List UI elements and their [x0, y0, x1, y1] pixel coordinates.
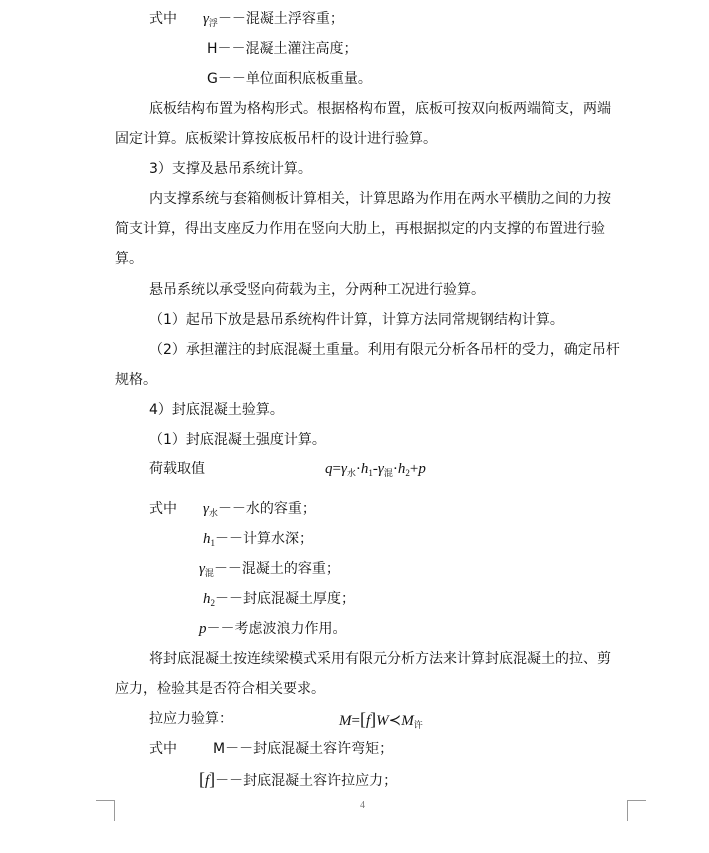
margin-corner-mark-left	[96, 800, 115, 821]
list-item-continuation: 规格。	[115, 372, 157, 388]
load-formula	[325, 459, 426, 483]
formula-subscript: 2	[405, 468, 410, 478]
page-number: 4	[360, 800, 365, 811]
formula-symbol: q	[325, 461, 333, 477]
formula-symbol: M	[401, 713, 414, 729]
formula-bracket: [	[359, 709, 366, 729]
formula-subscript: 许	[413, 720, 423, 730]
list-item: （2）承担灌注的封底混凝土重量。利用有限元分析各吊杆的受力，确定吊杆	[149, 342, 620, 358]
subscript: 2	[210, 598, 215, 608]
formula-operator: -	[372, 461, 378, 477]
symbol: p	[199, 621, 207, 637]
formula-symbol: h	[360, 461, 369, 477]
section-heading: 3）支撑及悬吊系统计算。	[149, 161, 312, 177]
definition-gamma-float	[203, 9, 344, 33]
subscript: 水	[208, 508, 218, 518]
definition-M	[213, 739, 393, 759]
definition-H	[207, 39, 358, 59]
paragraph-line: 内支撑系统与套箱侧板计算相关，计算思路为作用在两水平横肋之间的力按	[149, 191, 611, 207]
section-heading: 4）封底混凝土验算。	[149, 402, 284, 418]
symbol: h	[203, 531, 211, 547]
definition-text: －－计算水深；	[215, 531, 313, 547]
definition-text: －－水的容重；	[217, 501, 316, 517]
symbol: γ	[199, 561, 205, 577]
tension-formula	[339, 709, 423, 735]
formula-symbol: f	[365, 713, 371, 729]
definition-text: －－封底混凝土容许拉应力；	[215, 773, 398, 789]
definition-gamma-water	[203, 499, 316, 523]
symbol: γ	[203, 11, 209, 27]
formula-subscript: 1	[368, 468, 373, 478]
symbol: G	[207, 71, 218, 87]
paragraph-line: 固定计算。底板梁计算按底板吊杆的设计进行验算。	[115, 131, 437, 147]
where-label: 式中	[149, 741, 177, 757]
definition-G	[207, 69, 372, 89]
definition-text: －－混凝土的容重；	[213, 561, 340, 577]
margin-corner-mark-right	[627, 800, 646, 821]
formula-bracket: ]	[370, 709, 377, 729]
subscript: 1	[210, 538, 215, 548]
definition-p	[199, 619, 347, 639]
load-label: 荷载取值	[149, 461, 205, 477]
formula-operator: ·	[392, 461, 398, 477]
list-item: （1）起吊下放是悬吊系统构件计算，计算方法同常规钢结构计算。	[149, 312, 564, 328]
formula-bracket: ]	[209, 769, 216, 789]
definition-h1	[203, 529, 313, 553]
formula-bracket: [	[199, 769, 205, 789]
symbol: M	[213, 741, 226, 757]
paragraph-line: 简支计算，得出支座反力作用在竖向大肋上，再根据拟定的内支撑的布置进行验	[115, 221, 605, 237]
definition-text: －－混凝土浮容重；	[217, 11, 344, 27]
formula-symbol: p	[418, 461, 426, 477]
symbol: γ	[203, 501, 209, 517]
formula-symbol: W	[376, 713, 389, 729]
formula-symbol: h	[397, 461, 406, 477]
paragraph-line: 悬吊系统以承受竖向荷载为主，分两种工况进行验算。	[149, 282, 485, 298]
paragraph-line: 应力，检验其是否符合相关要求。	[115, 681, 325, 697]
definition-text: －－混凝土灌注高度；	[217, 41, 358, 57]
tension-label: 拉应力验算：	[149, 711, 233, 727]
formula-subscript: 水	[346, 468, 356, 478]
formula-operator: =	[351, 713, 360, 729]
definition-f	[199, 769, 397, 791]
formula-operator: ·	[355, 461, 361, 477]
formula-operator: +	[409, 461, 419, 477]
symbol: h	[203, 591, 211, 607]
symbol: f	[205, 773, 210, 789]
definition-text: －－考虑波浪力作用。	[206, 621, 347, 637]
formula-symbol: γ	[377, 461, 384, 477]
formula-symbol: γ	[340, 461, 347, 477]
definition-text: －－封底混凝土厚度；	[215, 591, 355, 607]
where-label: 式中	[149, 501, 177, 517]
paragraph-line: 底板结构布置为格构形式。根据格构布置，底板可按双向板两端简支，两端	[149, 101, 611, 117]
paragraph-line: 将封底混凝土按连续梁模式采用有限元分析方法来计算封底混凝土的拉、剪	[149, 651, 611, 667]
definition-gamma-concrete	[199, 559, 340, 583]
definition-h2	[203, 589, 355, 613]
definition-text: －－单位面积底板重量。	[217, 71, 372, 87]
paragraph-line: 算。	[115, 251, 143, 267]
formula-operator: =	[332, 461, 341, 477]
definition-text: －－封底混凝土容许弯矩；	[225, 741, 394, 757]
formula-symbol: M	[339, 713, 352, 729]
symbol: H	[207, 41, 218, 57]
subscript: 浮	[208, 18, 218, 28]
where-label: 式中	[149, 11, 177, 27]
formula-subscript: 混	[383, 468, 393, 478]
formula-operator: ≺	[388, 713, 402, 729]
list-item: （1）封底混凝土强度计算。	[149, 432, 326, 448]
subscript: 混	[204, 568, 214, 578]
